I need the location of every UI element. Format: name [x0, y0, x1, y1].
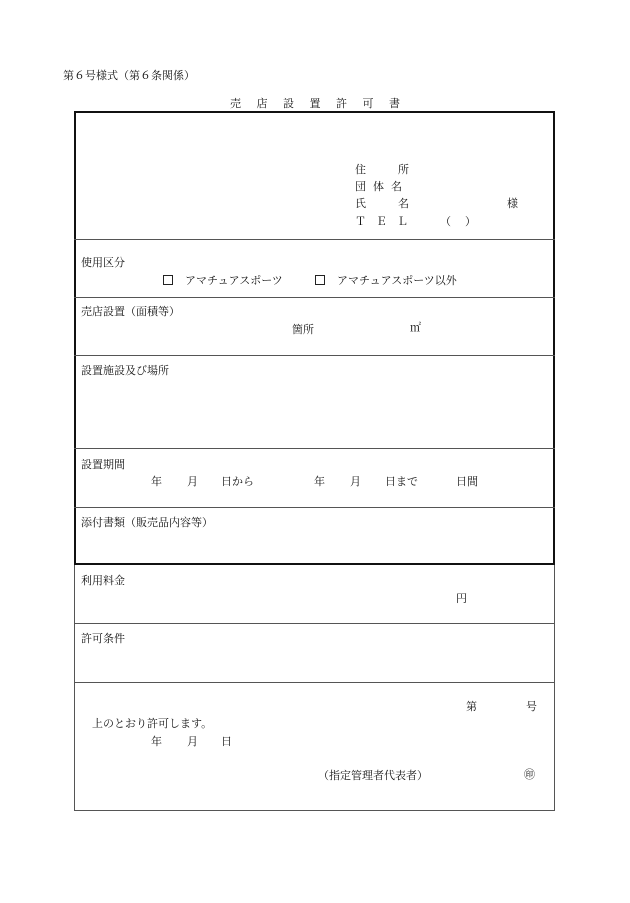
usage-option-non-amateur-label: アマチュアスポーツ以外: [337, 274, 457, 287]
divider: [74, 507, 555, 508]
facility-label: 設置施設及び場所: [81, 364, 169, 377]
shop-setup-label: 売店設置（面積等）: [81, 305, 180, 318]
divider: [74, 448, 555, 449]
issuer-label: （指定管理者代表者）: [318, 769, 428, 782]
checkbox[interactable]: [315, 275, 325, 285]
name-label: 氏 名: [355, 197, 409, 210]
usage-label: 使用区分: [81, 256, 125, 269]
fee-unit: 円: [456, 592, 467, 605]
divider: [74, 239, 555, 240]
title-char: 店: [256, 97, 268, 110]
divider: [74, 682, 555, 683]
seal-mark: ㊞: [524, 768, 535, 781]
usage-option-amateur-label: アマチュアスポーツ: [185, 274, 283, 287]
permit-statement: 上のとおり許可します。: [92, 717, 213, 730]
tel-area-code: （ ）: [440, 215, 476, 228]
permit-day: 日: [221, 735, 232, 748]
address-label: 住 所: [355, 163, 409, 176]
divider: [74, 297, 555, 298]
period-end-month: 月: [350, 475, 361, 488]
permit-number-prefix: 第: [466, 700, 477, 713]
title-char: 置: [309, 97, 321, 110]
attachments-label: 添付書類（販売品内容等）: [81, 516, 213, 529]
permit-month: 月: [187, 735, 198, 748]
form-number-label: 第６号様式（第６条関係）: [63, 69, 195, 82]
divider: [74, 623, 555, 624]
period-start-day: 日から: [221, 475, 254, 488]
title-char: 許: [336, 97, 347, 110]
tel-label: Ｔ Ｅ Ｌ: [355, 215, 408, 228]
period-start-month: 月: [187, 475, 198, 488]
shop-area-unit: ㎡: [410, 321, 421, 334]
period-start-year: 年: [151, 475, 162, 488]
period-end-day: 日まで: [385, 475, 418, 488]
usage-option-non-amateur[interactable]: [315, 272, 457, 288]
permit-frame: [74, 565, 555, 811]
application-frame: [74, 111, 555, 565]
period-days: 日間: [456, 475, 478, 488]
honorific-sama: 様: [507, 197, 518, 210]
title-char: 可: [362, 97, 374, 110]
permit-number-suffix: 号: [526, 700, 537, 713]
title-char: 設: [283, 97, 294, 110]
period-label: 設置期間: [81, 458, 125, 471]
document-title: [0, 95, 630, 111]
title-char: 売: [230, 97, 241, 110]
checkbox[interactable]: [163, 275, 173, 285]
shop-count-unit: 箇所: [292, 323, 314, 336]
divider: [74, 355, 555, 356]
conditions-label: 許可条件: [81, 632, 125, 645]
permit-year: 年: [151, 735, 162, 748]
period-end-year: 年: [314, 475, 325, 488]
usage-option-amateur[interactable]: [163, 272, 283, 288]
fee-label: 利用料金: [81, 574, 125, 587]
group-name-label: 団 体 名: [355, 180, 402, 193]
title-char: 書: [389, 97, 400, 110]
